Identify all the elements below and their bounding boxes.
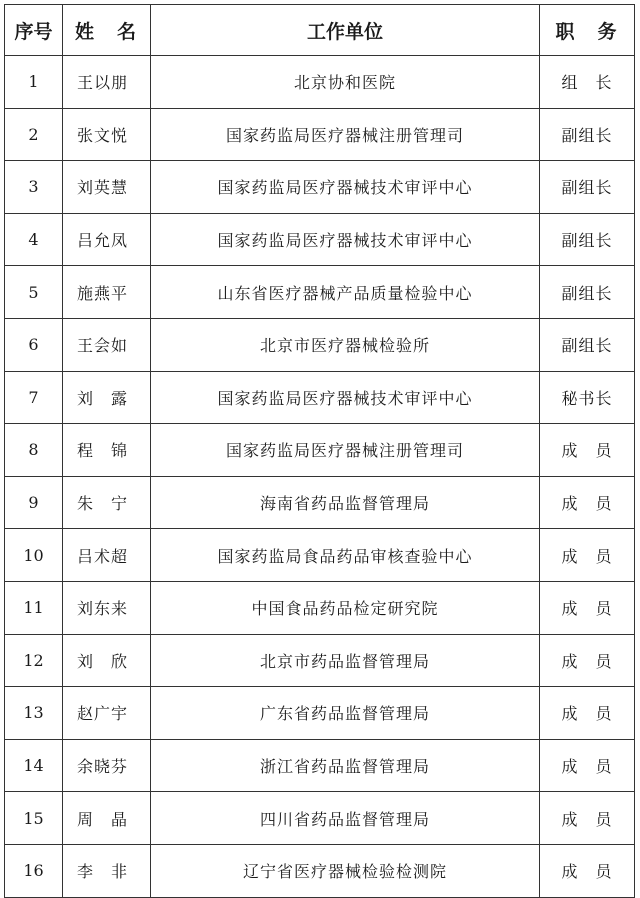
- cell-unit: 国家药监局食品药品审核查验中心: [151, 529, 540, 582]
- cell-name: 王以朋: [63, 56, 151, 109]
- header-role: 职 务: [540, 5, 635, 56]
- cell-index: 16: [5, 844, 63, 897]
- table-row: [5, 213, 635, 266]
- cell-unit: 广东省药品监督管理局: [151, 687, 540, 740]
- member-table: [4, 4, 635, 898]
- cell-unit: 北京市药品监督管理局: [151, 634, 540, 687]
- cell-index: 6: [5, 318, 63, 371]
- cell-index: 10: [5, 529, 63, 582]
- cell-role: 成 员: [540, 634, 635, 687]
- cell-name: 李 非: [63, 844, 151, 897]
- cell-unit: 四川省药品监督管理局: [151, 792, 540, 845]
- cell-index: 13: [5, 687, 63, 740]
- cell-index: 3: [5, 161, 63, 214]
- cell-index: 4: [5, 213, 63, 266]
- cell-name: 程 锦: [63, 424, 151, 477]
- cell-unit: 山东省医疗器械产品质量检验中心: [151, 266, 540, 319]
- cell-unit: 北京市医疗器械检验所: [151, 318, 540, 371]
- cell-role: 秘书长: [540, 371, 635, 424]
- cell-index: 5: [5, 266, 63, 319]
- cell-unit: 国家药监局医疗器械注册管理司: [151, 108, 540, 161]
- cell-role: 成 员: [540, 424, 635, 477]
- table-row: [5, 266, 635, 319]
- cell-role: 成 员: [540, 476, 635, 529]
- cell-name: 张文悦: [63, 108, 151, 161]
- cell-role: 成 员: [540, 529, 635, 582]
- cell-role: 副组长: [540, 318, 635, 371]
- table-row: [5, 108, 635, 161]
- table-row: [5, 529, 635, 582]
- cell-index: 15: [5, 792, 63, 845]
- cell-index: 11: [5, 581, 63, 634]
- cell-name: 余晓芬: [63, 739, 151, 792]
- cell-role: 副组长: [540, 266, 635, 319]
- cell-role: 成 员: [540, 581, 635, 634]
- table-row: [5, 581, 635, 634]
- table-row: [5, 844, 635, 897]
- cell-role: 成 员: [540, 739, 635, 792]
- table-row: [5, 424, 635, 477]
- table-row: [5, 739, 635, 792]
- cell-name: 刘 露: [63, 371, 151, 424]
- table-row: [5, 56, 635, 109]
- cell-name: 吕术超: [63, 529, 151, 582]
- table-row: [5, 161, 635, 214]
- cell-index: 8: [5, 424, 63, 477]
- cell-role: 副组长: [540, 161, 635, 214]
- cell-role: 副组长: [540, 108, 635, 161]
- cell-index: 14: [5, 739, 63, 792]
- cell-name: 刘英慧: [63, 161, 151, 214]
- header-name: 姓 名: [63, 5, 151, 56]
- cell-index: 9: [5, 476, 63, 529]
- cell-name: 施燕平: [63, 266, 151, 319]
- cell-unit: 国家药监局医疗器械技术审评中心: [151, 161, 540, 214]
- cell-role: 成 员: [540, 687, 635, 740]
- cell-role: 组 长: [540, 56, 635, 109]
- header-row: [5, 5, 635, 56]
- cell-name: 朱 宁: [63, 476, 151, 529]
- cell-role: 成 员: [540, 792, 635, 845]
- cell-name: 王会如: [63, 318, 151, 371]
- cell-name: 刘 欣: [63, 634, 151, 687]
- cell-unit: 国家药监局医疗器械技术审评中心: [151, 371, 540, 424]
- cell-unit: 辽宁省医疗器械检验检测院: [151, 844, 540, 897]
- cell-unit: 海南省药品监督管理局: [151, 476, 540, 529]
- cell-name: 赵广宇: [63, 687, 151, 740]
- cell-unit: 中国食品药品检定研究院: [151, 581, 540, 634]
- cell-index: 7: [5, 371, 63, 424]
- cell-unit: 国家药监局医疗器械注册管理司: [151, 424, 540, 477]
- cell-name: 刘东来: [63, 581, 151, 634]
- cell-name: 周 晶: [63, 792, 151, 845]
- table-row: [5, 687, 635, 740]
- table-row: [5, 476, 635, 529]
- cell-role: 副组长: [540, 213, 635, 266]
- table-row: [5, 792, 635, 845]
- cell-index: 1: [5, 56, 63, 109]
- header-unit: 工作单位: [151, 5, 540, 56]
- header-index: 序号: [5, 5, 63, 56]
- cell-index: 2: [5, 108, 63, 161]
- cell-index: 12: [5, 634, 63, 687]
- cell-name: 吕允凤: [63, 213, 151, 266]
- table-row: [5, 634, 635, 687]
- cell-unit: 北京协和医院: [151, 56, 540, 109]
- cell-role: 成 员: [540, 844, 635, 897]
- cell-unit: 国家药监局医疗器械技术审评中心: [151, 213, 540, 266]
- table-row: [5, 318, 635, 371]
- table-row: [5, 371, 635, 424]
- cell-unit: 浙江省药品监督管理局: [151, 739, 540, 792]
